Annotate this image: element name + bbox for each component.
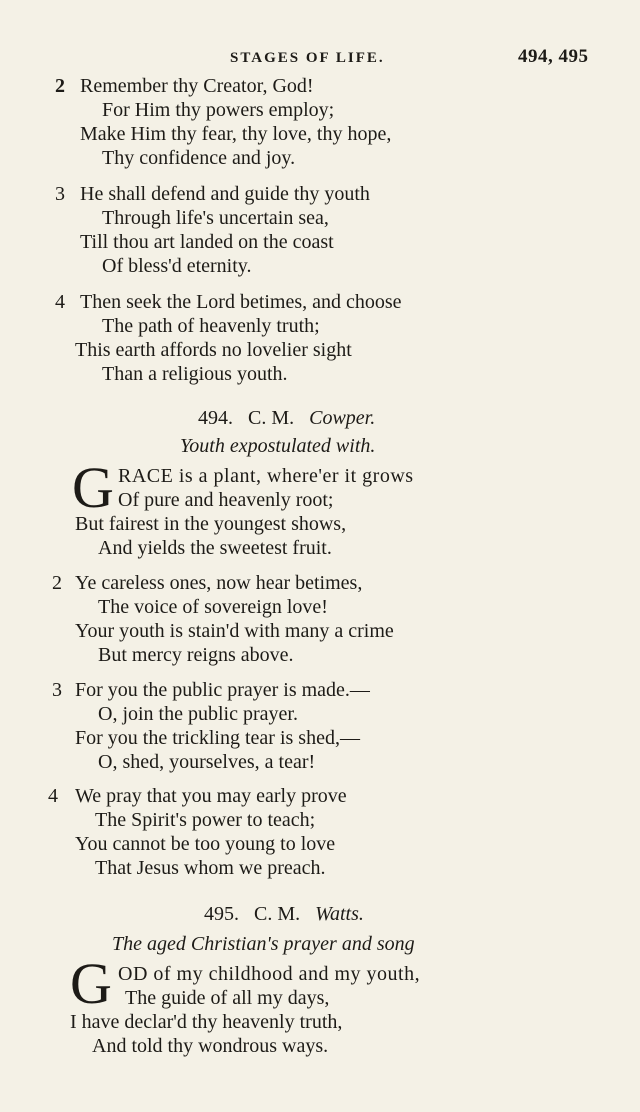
verse-line: Through life's uncertain sea, [102,207,329,229]
verse-line: You cannot be too young to love [75,833,336,855]
verse-line: Then seek the Lord betimes, and choose [80,291,402,313]
verse-line: That Jesus whom we preach. [95,857,326,879]
verse-line: Than a religious youth. [102,363,288,385]
verse-line: RACE is a plant, where'er it grows [118,465,414,487]
verse-line: For you the public prayer is made.— [75,679,370,701]
verse-line: This earth affords no lovelier sight [75,339,352,361]
verse-line: I have declar'd thy heavenly truth, [70,1011,343,1033]
stanza-number: 3 [52,679,62,701]
verse-line: But fairest in the youngest shows, [75,513,347,535]
page-header [0,46,640,72]
verse-line: The Spirit's power to teach; [95,809,316,831]
verse-line: Your youth is stain'd with many a crime [75,620,394,642]
stanza-number: 2 [55,75,65,97]
verse-line: Till thou art landed on the coast [80,231,334,253]
verse-line: Of bless'd eternity. [102,255,252,277]
hymn-number: 494. [198,407,233,429]
running-title: STAGES OF LIFE. [230,50,385,66]
stanza-number: 3 [55,183,65,205]
verse-line: The path of heavenly truth; [102,315,320,337]
verse-line: Ye careless ones, now hear betimes, [75,572,363,594]
hymn-heading [204,902,364,926]
verse-line: He shall defend and guide thy youth [80,183,370,205]
hymn-subtitle: Youth expostulated with. [180,435,376,457]
verse-line: Remember thy Creator, God! [80,75,314,97]
hymn-author: Cowper. [309,407,376,429]
drop-cap: G [72,455,114,520]
verse-line: Thy confidence and joy. [102,147,296,169]
verse-line: For you the trickling tear is shed,— [75,727,360,749]
hymn-meter: C. M. [254,903,301,925]
stanza-number: 4 [55,291,65,313]
verse-line: And told thy wondrous ways. [92,1035,329,1057]
verse-line: The voice of sovereign love! [98,596,328,618]
drop-cap: G [70,951,112,1016]
hymn-author: Watts. [315,903,364,925]
verse-line: OD of my childhood and my youth, [118,963,421,985]
verse-line: The guide of all my days, [125,987,330,1009]
verse-line: We pray that you may early prove [75,785,347,807]
stanza-number: 2 [52,572,62,594]
stanza-number: 4 [48,785,58,807]
hymn-number-range: 494, 495 [518,46,589,67]
verse-line: For Him thy powers employ; [102,99,335,121]
hymn-meter: C. M. [248,407,295,429]
verse-line: O, shed, yourselves, a tear! [98,751,316,773]
verse-line: O, join the public prayer. [98,703,298,725]
verse-line: But mercy reigns above. [98,644,294,666]
hymn-heading [198,406,375,430]
verse-line: And yields the sweetest fruit. [98,537,332,559]
verse-line: Of pure and heavenly root; [118,489,334,511]
hymn-subtitle: The aged Christian's prayer and song [112,933,415,955]
hymn-number: 495. [204,903,239,925]
verse-line: Make Him thy fear, thy love, thy hope, [80,123,392,145]
